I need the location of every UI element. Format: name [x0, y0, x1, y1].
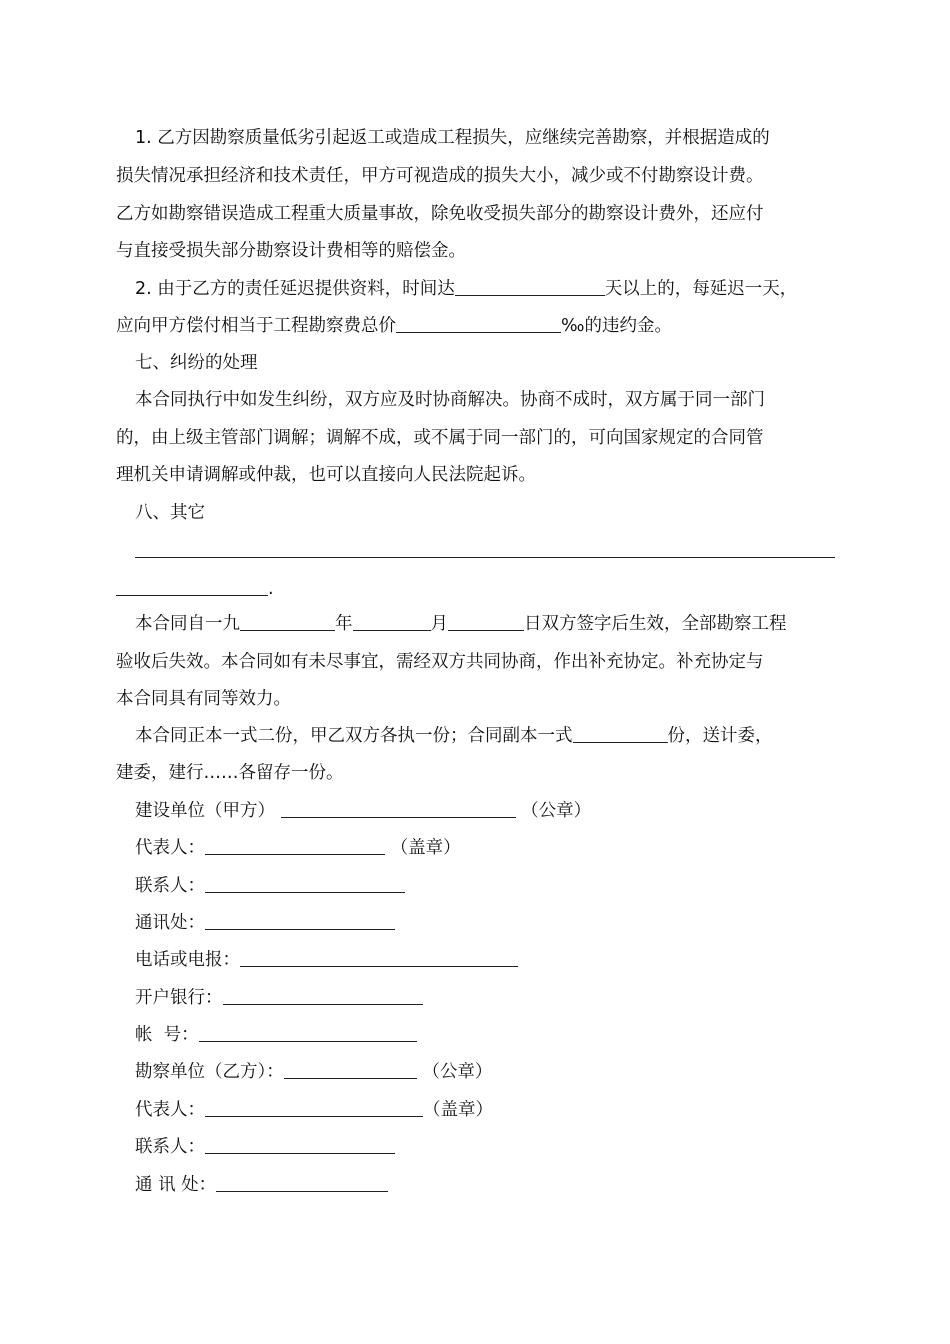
account-label: 帐 号： [135, 1025, 199, 1045]
party-a-seal: （公章） [521, 801, 592, 821]
effect-text-a: 本合同自一九 [135, 614, 240, 634]
section7-line1: 本合同执行中如发生纠纷，双方应及时协商解决。协商不成时，双方属于同一部门 [135, 390, 765, 410]
bank-blank [223, 987, 423, 1005]
copies-line1 [135, 725, 773, 747]
section7-heading: 七、纠纷的处理 [135, 353, 258, 373]
copies-text-a: 本合同正本一式二份，甲乙双方各执一份；合同副本一式 [135, 726, 573, 746]
party-b-seal: （公章） [422, 1062, 493, 1082]
rep-b-label: 代表人： [135, 1100, 205, 1120]
copies-line2: 建委，建行……各留存一份。 [116, 763, 344, 783]
section7-line2: 的，由上级主管部门调解；调解不成，或不属于同一部门的，可向国家规定的合同管 [116, 428, 764, 448]
phone-label: 电话或电报： [135, 950, 240, 970]
party-a-bank-line [135, 987, 423, 1009]
section7-line3: 理机关申请调解或仲裁，也可以直接向人民法院起诉。 [116, 465, 536, 485]
clause1-line1: 1. 乙方因勘察质量低劣引起返工或造成工程损失，应继续完善勘察，并根据造成的 [135, 128, 770, 148]
contact-b-blank [205, 1136, 395, 1154]
other-terms-line1 [135, 557, 835, 558]
phone-blank [240, 949, 518, 967]
party-a-address-line [135, 912, 395, 934]
party-b-rep-line [135, 1099, 493, 1121]
party-a-blank [281, 800, 516, 818]
other-terms-blank [116, 578, 268, 596]
day-blank [448, 613, 524, 631]
year-label: 年 [335, 614, 353, 634]
party-a-account-line [135, 1024, 417, 1046]
contact-b-label: 联系人： [135, 1137, 205, 1157]
rep-b-seal: （盖章） [423, 1100, 493, 1120]
party-b-address-line [135, 1174, 388, 1196]
rep-seal: （盖章） [390, 838, 461, 858]
contact-label: 联系人： [135, 876, 205, 896]
clause2-line1 [135, 278, 797, 300]
party-a-phone-line [135, 949, 518, 971]
rep-b-blank [205, 1099, 423, 1117]
address-label: 通讯处： [135, 913, 205, 933]
party-a-label: 建设单位（甲方） [135, 801, 275, 821]
clause1-line3: 乙方如勘察错误造成工程重大质量事故，除免收受损失部分的勘察设计费外，还应付 [116, 204, 764, 224]
address-blank [205, 912, 395, 930]
days-blank [455, 278, 605, 296]
clause2-text-d: ‰的违约金。 [561, 316, 672, 336]
effect-line2: 验收后失效。本合同如有未尽事宜，需经双方共同协商，作出补充协定。补充协定与 [116, 652, 764, 672]
clause1-line4: 与直接受损失部分勘察设计费相等的赔偿金。 [116, 241, 466, 261]
year-blank [240, 613, 335, 631]
effect-line3: 本合同具有同等效力。 [116, 689, 291, 709]
penalty-rate-blank [396, 315, 561, 333]
month-label: 月 [430, 614, 448, 634]
clause2-text-a: 2. 由于乙方的责任延迟提供资料，时间达 [135, 279, 455, 299]
address-b-label: 通 讯 处： [135, 1175, 217, 1195]
account-blank [199, 1024, 417, 1042]
party-b-line [135, 1061, 492, 1083]
rep-label: 代表人： [135, 838, 205, 858]
day-label: 日双方签字后生效，全部勘察工程 [524, 614, 787, 634]
party-b-blank [284, 1061, 417, 1079]
rep-blank [205, 837, 385, 855]
contact-blank [205, 875, 405, 893]
bank-label: 开户银行： [135, 988, 223, 1008]
party-a-line [135, 800, 591, 822]
party-b-label: 勘察单位（乙方）： [135, 1062, 284, 1082]
other-terms-line2 [116, 578, 274, 600]
clause2-text-c: 应向甲方偿付相当于工程勘察费总价 [116, 316, 396, 336]
month-blank [353, 613, 431, 631]
copies-blank [573, 725, 668, 743]
clause1-line2: 损失情况承担经济和技术责任，甲方可视造成的损失大小，减少或不付勘察设计费。 [116, 166, 764, 186]
address-b-blank [216, 1174, 388, 1192]
clause2-text-b: 天以上的，每延迟一天， [604, 279, 798, 299]
section8-heading: 八、其它 [135, 503, 205, 523]
party-a-rep-line [135, 837, 461, 859]
party-b-contact-line [135, 1136, 395, 1158]
effect-line1 [135, 613, 787, 635]
clause2-line2 [116, 315, 672, 337]
other-terms-end: . [268, 579, 274, 599]
copies-text-b: 份，送计委， [667, 726, 773, 746]
party-a-contact-line [135, 875, 405, 897]
